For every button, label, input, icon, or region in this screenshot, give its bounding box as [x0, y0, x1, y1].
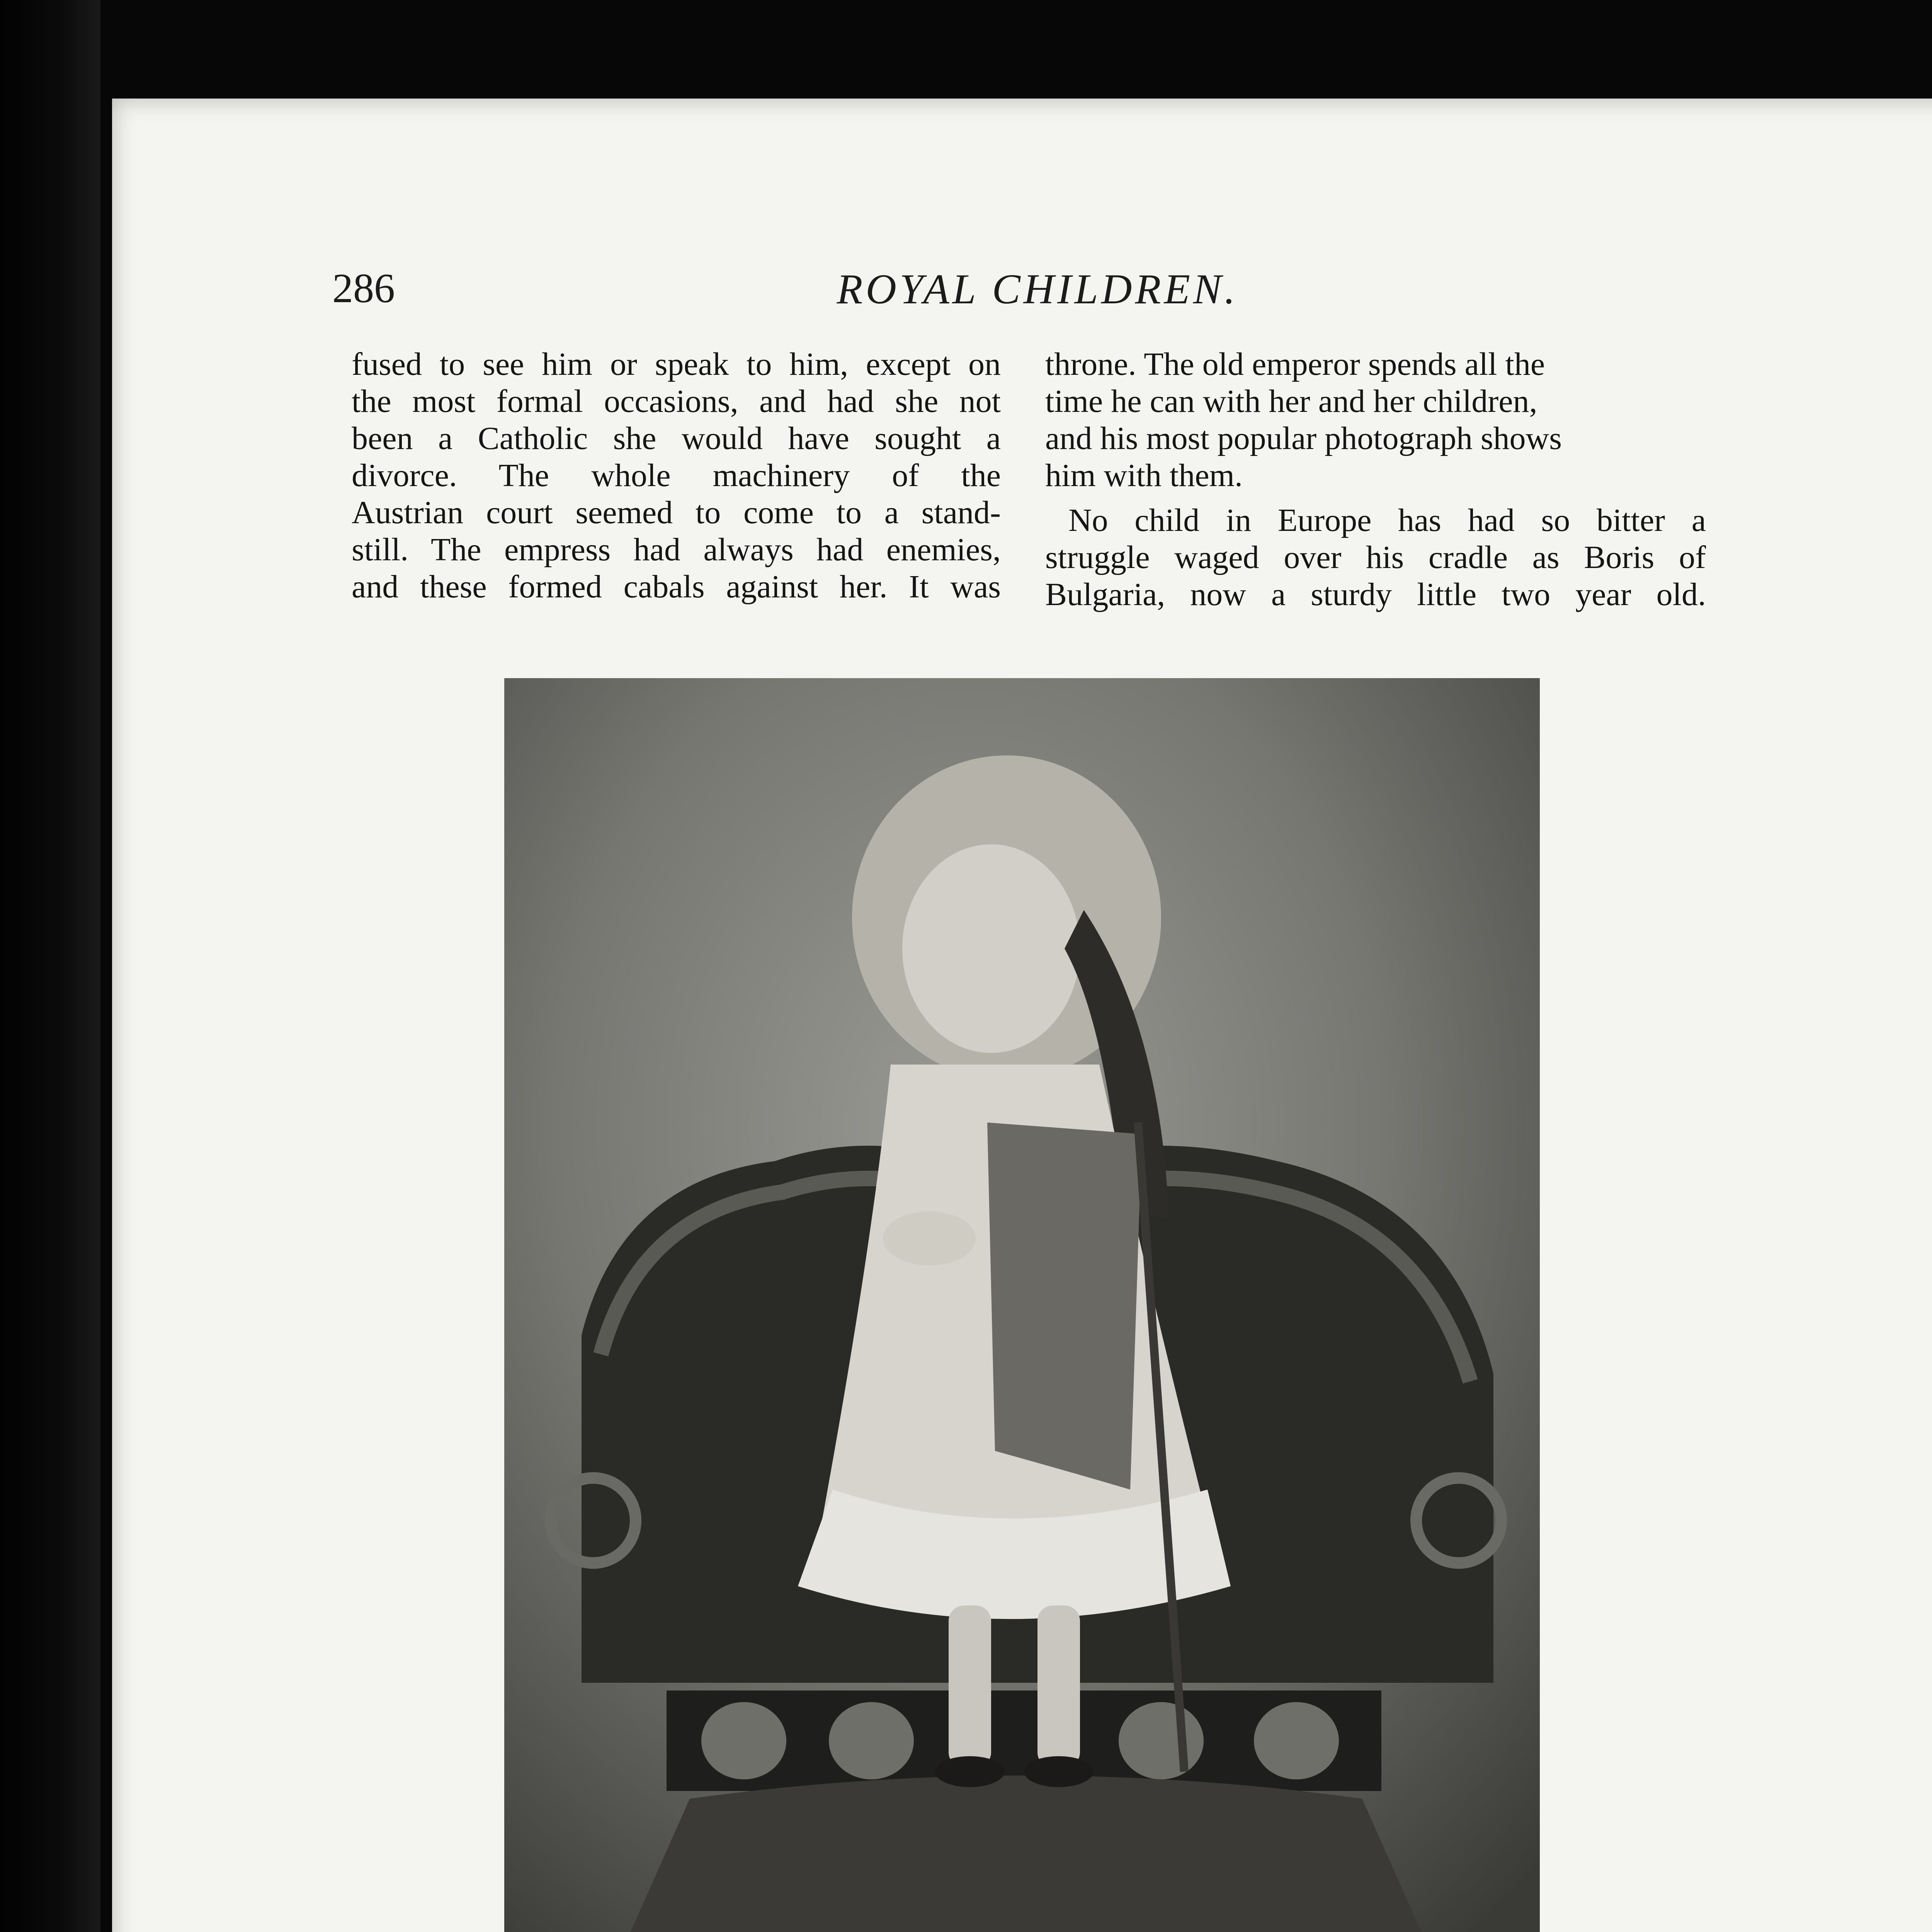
chair-seat [620, 1776, 1432, 1932]
child-shoe [935, 1756, 1005, 1787]
paragraph-text: throne. The old emperor spends all the time he can with her and her children, and his most popular photograph shows him with them. [1045, 346, 1562, 493]
column-top-right [1045, 346, 1706, 613]
magazine-page [112, 99, 1932, 1932]
child-arm [883, 1211, 976, 1265]
paragraph-text: fused to see him or speak to him, except on the most formal occasions, and had she not been a Catholic she would have sought a divorce. The whole machinery of the Austrian court seemed to come to a stand- still. The empress had always had enemies, and these formed cabals against her. It was [352, 346, 1001, 605]
child-face [902, 844, 1080, 1053]
running-head [112, 265, 1932, 319]
child-shoe [1024, 1756, 1094, 1787]
page-number: 286 [332, 265, 395, 311]
photo-illustration [504, 678, 1540, 1932]
frieze-oval [1119, 1702, 1204, 1779]
film-border-left [0, 0, 100, 1932]
flag [987, 1122, 1142, 1490]
frieze-oval [701, 1702, 786, 1779]
running-title: ROYAL CHILDREN. [837, 265, 1238, 313]
paragraph-text: No child in Europe has had so bitter a struggle waged over his cradle as Boris of Bulgaria, now a sturdy little two year old. [1045, 502, 1706, 612]
child-leg-right [1037, 1605, 1080, 1768]
child-leg-left [949, 1605, 991, 1768]
frieze-oval [829, 1702, 914, 1779]
frieze-oval [1254, 1702, 1339, 1779]
column-top-left [352, 346, 1001, 605]
halftone-photograph [504, 678, 1540, 1932]
